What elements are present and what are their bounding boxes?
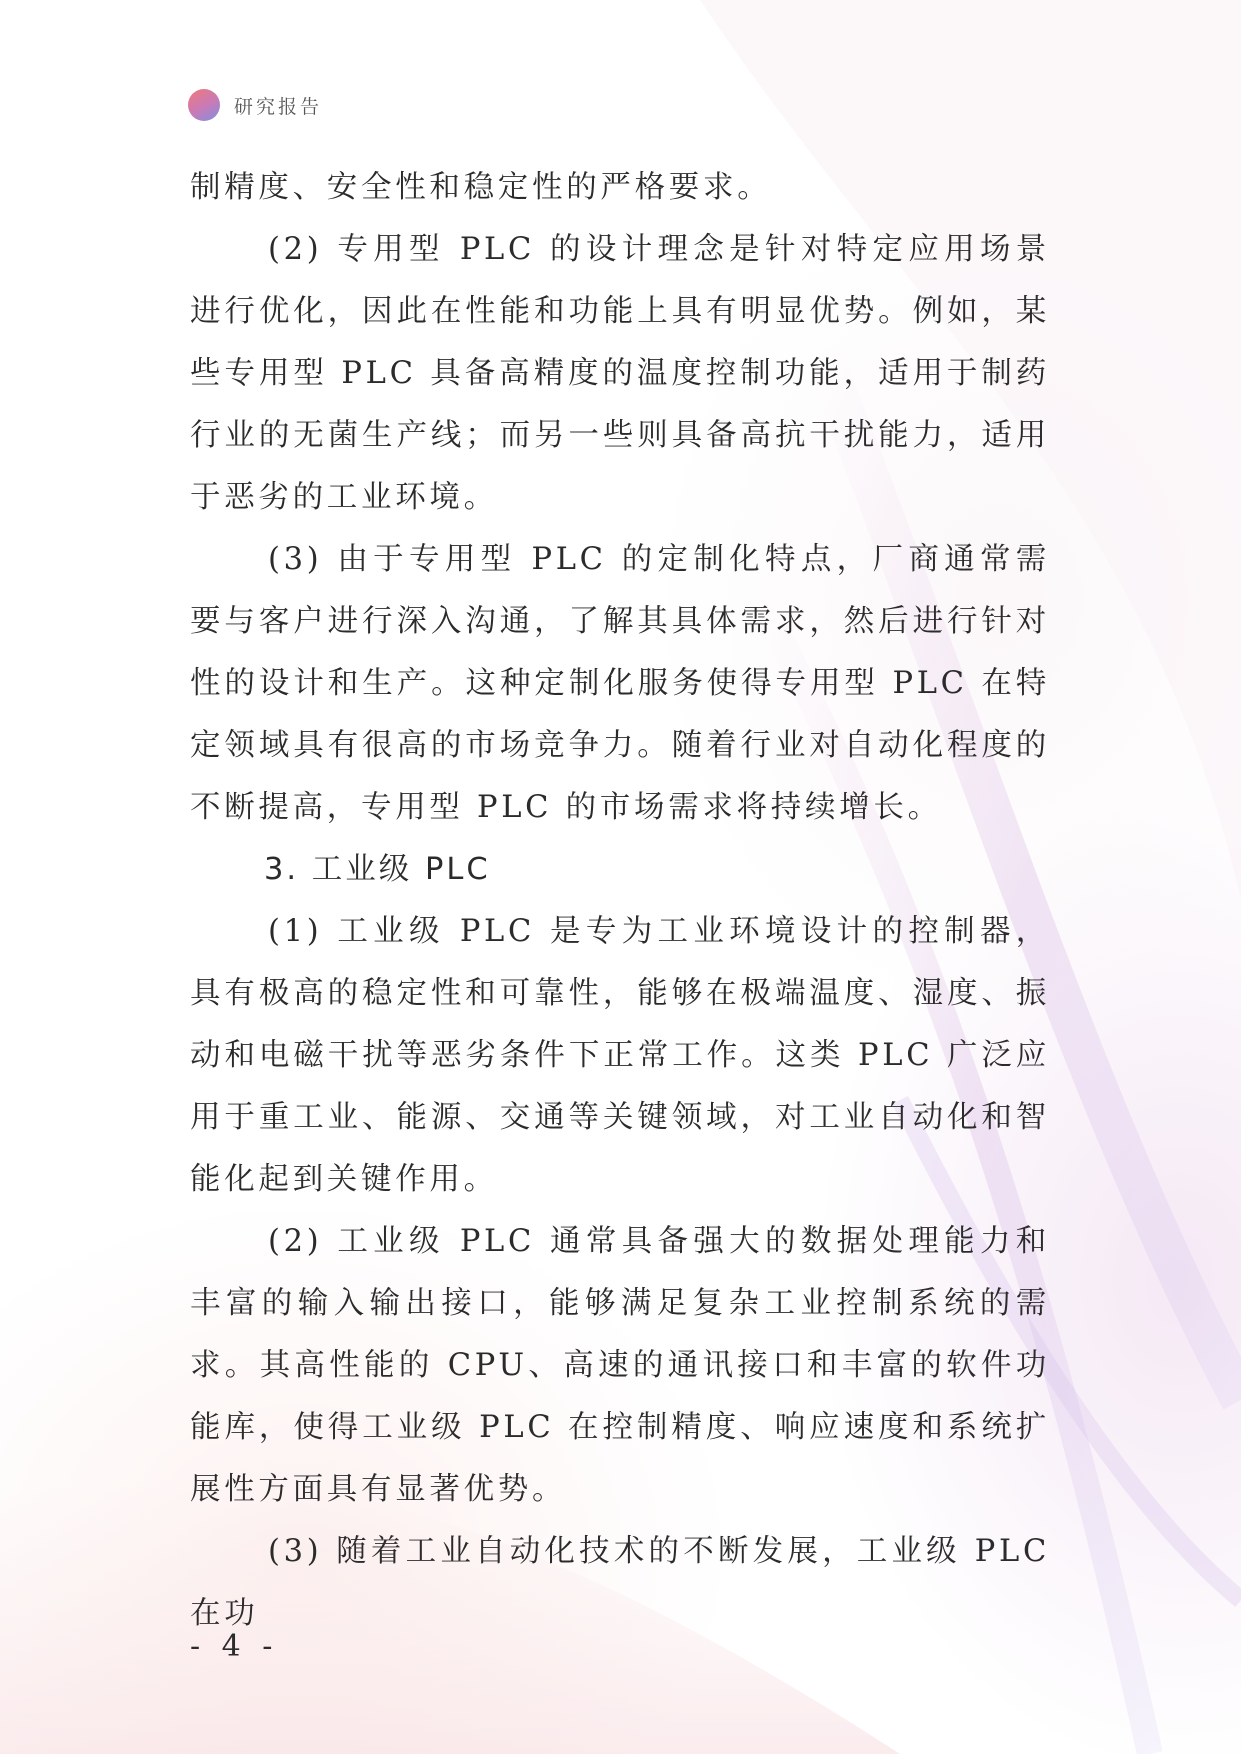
paragraph-3-industrial-plc: (3) 随着工业自动化技术的不断发展，工业级 PLC 在功 (190, 1534, 1050, 1631)
paragraph-3-specialized-customization: (3) 由于专用型 PLC 的定制化特点，厂商通常需要与客户进行深入沟通，了解其具体需求，然后进行针对性的设计和生产。这种定制化服务使得专用型 PLC 在特定领域具有很高的市场竞争力。随着行业对自动化程度的不断提高，专用型 PLC 的市场需求将持续增长。 (190, 542, 1050, 825)
page-number: - 4 - (190, 1629, 279, 1664)
logo-circle-icon (188, 89, 220, 121)
paragraph-2-specialized-design: (2) 专用型 PLC 的设计理念是针对特定应用场景进行优化，因此在性能和功能上具有明显优势。例如，某些专用型 PLC 具备高精度的温度控制功能，适用于制药行业的无菌生产线；而另一些则具备高抗干扰能力，适用于恶劣的工业环境。 (190, 232, 1050, 515)
header-title: 研究报告 (234, 95, 323, 118)
paragraph-1-industrial-plc: (1) 工业级 PLC 是专为工业环境设计的控制器，具有极高的稳定性和可靠性，能够在极端温度、湿度、振动和电磁干扰等恶劣条件下正常工作。这类 PLC 广泛应用于重工业、能源、交通等关键领域，对工业自动化和智能化起到关键作用。 (190, 914, 1050, 1197)
report-header (188, 89, 322, 121)
paragraph-continued: 制精度、安全性和稳定性的严格要求。 (190, 170, 772, 205)
section-heading-industrial-plc: 3. 工业级 PLC (264, 852, 491, 887)
document-body (190, 157, 1050, 1645)
paragraph-2-industrial-plc: (2) 工业级 PLC 通常具备强大的数据处理能力和丰富的输入输出接口，能够满足复杂工业控制系统的需求。其高性能的 CPU、高速的通讯接口和丰富的软件功能库，使得工业级 PLC 在控制精度、响应速度和系统扩展性方面具有显著优势。 (190, 1224, 1050, 1507)
